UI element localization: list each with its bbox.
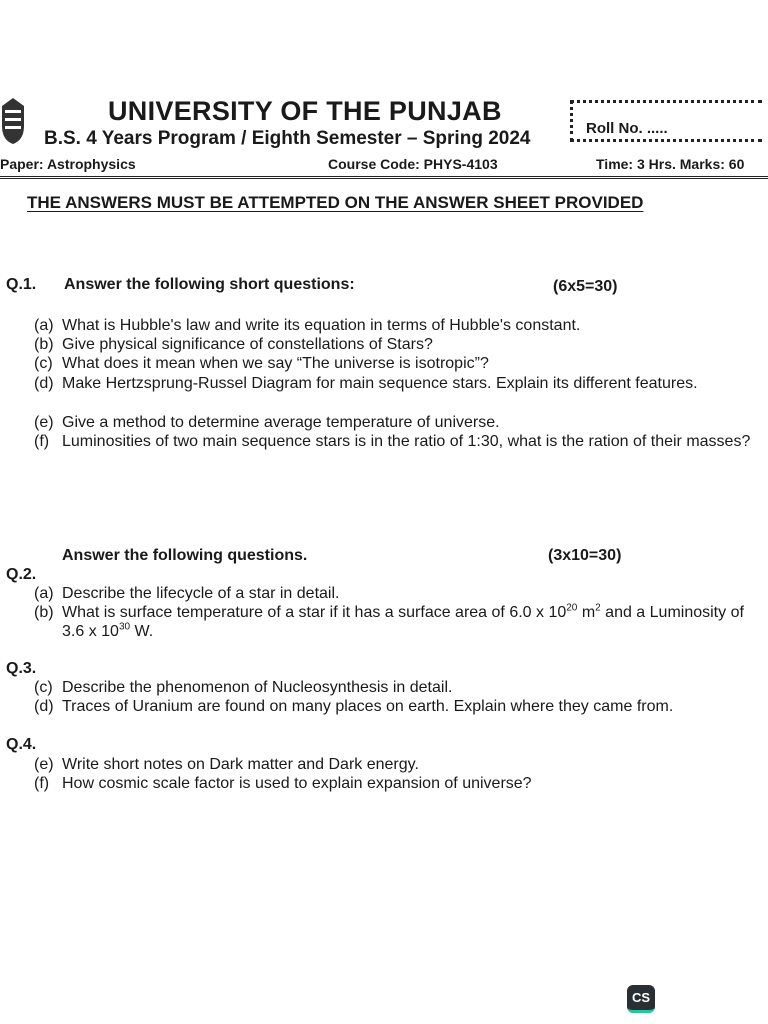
q3-item-d	[34, 697, 756, 716]
item-text: Give a method to determine average temperature of universe.	[62, 414, 500, 431]
camscanner-logo-icon: CS	[627, 985, 655, 1013]
q2-heading: Answer the following questions.	[62, 547, 308, 564]
exponent: 30	[118, 621, 131, 633]
q3-number: Q.3.	[6, 660, 37, 677]
item-text	[62, 603, 756, 641]
item-text: Traces of Uranium are found on many places on earth. Explain where they came from.	[62, 698, 674, 715]
item-text: Describe the phenomenon of Nucleosynthesis in detail.	[62, 679, 453, 696]
item-label: (f)	[34, 775, 50, 792]
q4-item-f	[34, 774, 756, 793]
q1-number: Q.1.	[6, 276, 37, 293]
q1-heading: Answer the following short questions:	[64, 276, 355, 293]
q2-number: Q.2.	[6, 566, 37, 583]
roll-number-label: Roll No. .....	[586, 120, 668, 137]
q3-item-c	[34, 678, 756, 697]
item-text: How cosmic scale factor is used to explain expansion of universe?	[62, 775, 532, 792]
item-label: (a)	[34, 585, 54, 602]
q1-item-c	[34, 354, 756, 373]
item-text: Describe the lifecycle of a star in detail.	[62, 585, 340, 602]
item-text: Write short notes on Dark matter and Dark energy.	[62, 756, 419, 773]
q1-item-a	[34, 316, 756, 335]
q1-marks: (6x5=30)	[553, 278, 618, 295]
time-and-marks: Time: 3 Hrs. Marks: 60	[596, 156, 745, 172]
item-text: What is Hubble's law and write its equation in terms of Hubble's constant.	[62, 317, 581, 334]
university-logo	[0, 96, 26, 146]
item-label: (c)	[34, 679, 53, 696]
item-label: (d)	[34, 698, 54, 715]
item-label: (e)	[34, 414, 54, 431]
exponent: 2	[595, 602, 601, 614]
q1-item-f	[34, 432, 756, 451]
q1-item-b	[34, 335, 756, 354]
q2-item-a	[34, 584, 756, 603]
q1-item-e	[34, 413, 756, 432]
item-text-part: m	[577, 604, 596, 621]
item-text: Give physical significance of constellations of Stars?	[62, 336, 433, 353]
header-divider	[0, 176, 768, 179]
q2-marks: (3x10=30)	[548, 547, 622, 564]
q2-item-b	[34, 603, 756, 641]
item-label: (d)	[34, 375, 54, 392]
item-text-part: What is surface temperature of a star if it has a surface area of 6.0 x 10	[62, 604, 567, 621]
item-label: (e)	[34, 756, 54, 773]
item-label: (f)	[34, 433, 50, 450]
university-title: UNIVERSITY OF THE PUNJAB	[108, 96, 502, 126]
q1-item-d	[34, 374, 756, 393]
course-code: Course Code: PHYS-4103	[328, 156, 498, 172]
item-text-part: W.	[130, 623, 154, 640]
item-text: Luminosities of two main sequence stars is in the ratio of 1:30, what is the ration of their masses?	[62, 433, 751, 450]
q4-number: Q.4.	[6, 736, 37, 753]
item-text: Make Hertzsprung-Russel Diagram for main sequence stars. Explain its different features.	[62, 375, 698, 392]
item-text-part: and a Luminosity of 3.6 x 10	[62, 604, 744, 640]
answer-sheet-notice: THE ANSWERS MUST BE ATTEMPTED ON THE ANSWER SHEET PROVIDED	[27, 193, 644, 212]
program-line: B.S. 4 Years Program / Eighth Semester – Spring 2024	[44, 128, 531, 149]
item-label: (c)	[34, 355, 53, 372]
item-label: (b)	[34, 336, 54, 353]
q4-item-e	[34, 755, 756, 774]
item-label: (a)	[34, 317, 54, 334]
exponent: 20	[566, 602, 578, 614]
item-text: What does it mean when we say “The universe is isotropic”?	[62, 355, 489, 372]
item-label: (b)	[34, 604, 54, 621]
paper-name: Paper: Astrophysics	[0, 156, 136, 172]
